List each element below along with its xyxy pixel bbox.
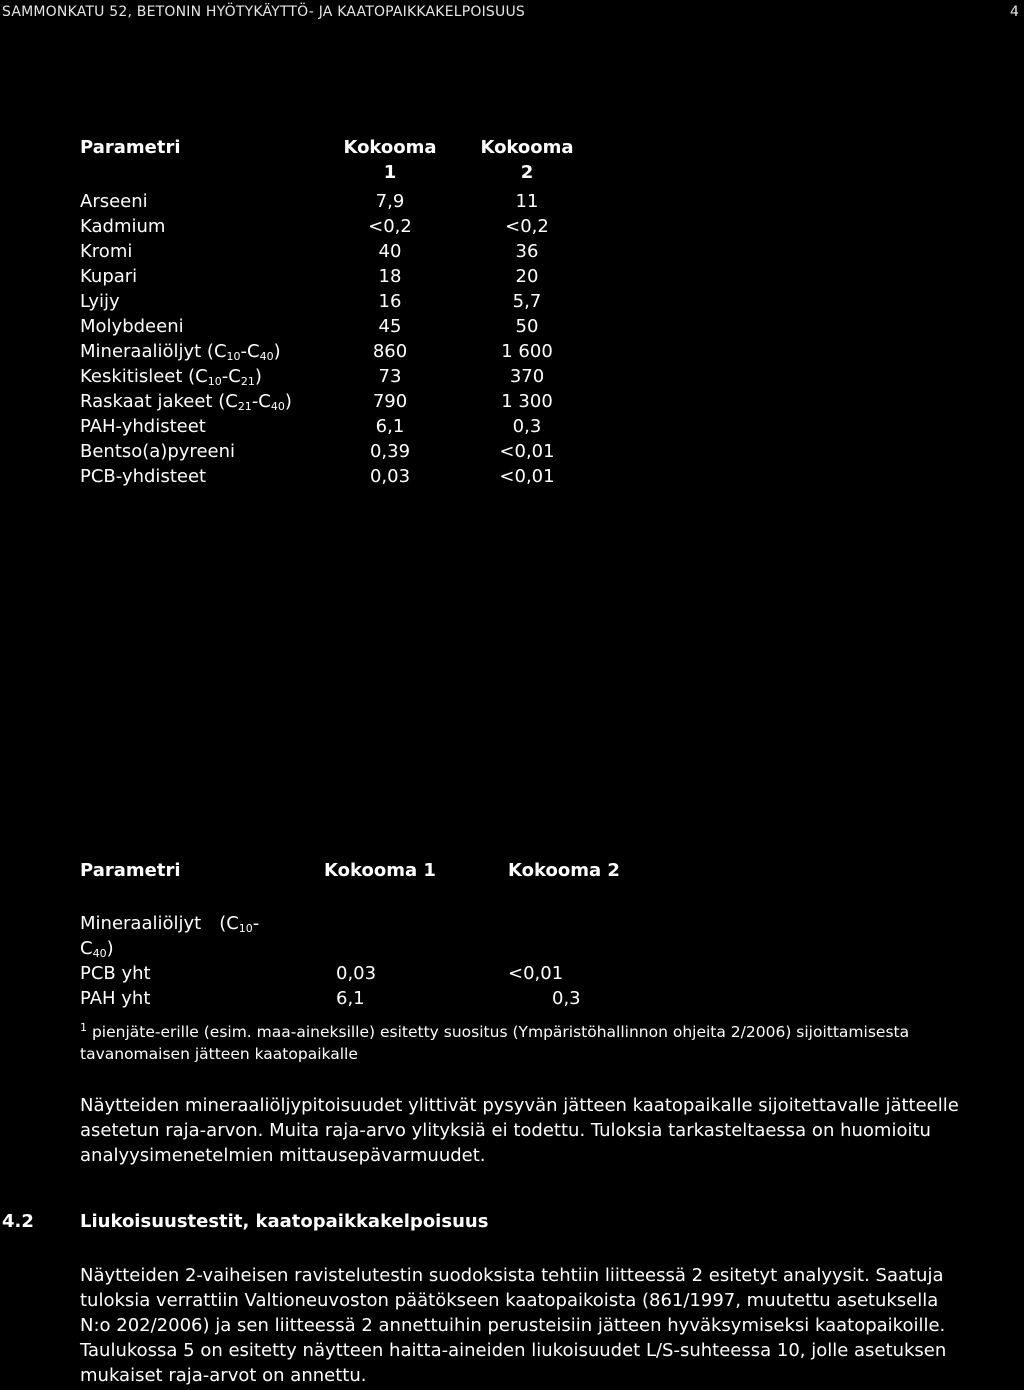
table2-row-name-cont: $C_{40}$)	[80, 938, 114, 960]
table1-row-value2: 1 600	[501, 341, 553, 362]
table2-row-name: PAH yht	[80, 988, 151, 1009]
paragraph-line: analyysimenetelmien mittausepävarmuudet.	[80, 1145, 486, 1166]
table1-row-value1: 18	[378, 266, 402, 287]
page-header-title: SAMMONKATU 52, BETONIN HYÖTYKÄYTTÖ- JA KAATOPAIKKAKELPOISUUS	[2, 4, 525, 20]
table1-row-value1: 16	[378, 291, 402, 312]
table1-header-col2-num: 2	[520, 162, 534, 183]
table2-header-col2: Kokooma 2	[508, 860, 620, 881]
table1-row-name: Kadmium	[80, 216, 166, 237]
section-title: Liukoisuustestit, kaatopaikkakelpoisuus	[80, 1211, 489, 1232]
table1-row-name: PCB-yhdisteet	[80, 466, 207, 487]
table1-row-name: PAH-yhdisteet	[80, 416, 206, 437]
table1-row-value2: 20	[515, 266, 539, 287]
table1-row-name: Mineraaliöljyt $(C_{10}-C_{40})$	[80, 341, 281, 363]
table1-row-value1: 0,39	[369, 441, 411, 462]
table2-row-value2: <0,01	[508, 963, 564, 984]
table1-row-value2: 11	[515, 191, 539, 212]
table2-row-value1: 6,1	[336, 988, 365, 1009]
table1-row-value2: <0,01	[499, 466, 555, 487]
table1-row-name: Bentso(a)pyreeni	[80, 441, 235, 462]
paragraph-line: Taulukossa 5 on esitetty näytteen haitta-aineiden liukoisuudet L/S-suhteessa 10, jolle asetuksen	[80, 1340, 947, 1361]
footnote-line2: tavanomaisen jätteen kaatopaikalle	[80, 1045, 358, 1063]
table1-header-col2: Kokooma	[480, 137, 574, 158]
table1-row-value2: 36	[515, 241, 539, 262]
table1-row-value2: 1 300	[501, 391, 553, 412]
table1-row-name: Raskaat jakeet $(C_{21}-C_{40})$	[80, 391, 292, 413]
table1-row-value2: 5,7	[512, 291, 542, 312]
paragraph-leaching	[80, 1263, 1020, 1388]
table1-row-value1: 6,1	[375, 416, 405, 437]
table1-row-name: Keskitisleet $(C_{10}-C_{21})$	[80, 366, 262, 388]
section-number: 4.2	[2, 1211, 34, 1232]
table2-row-value2: 0,3	[552, 988, 581, 1009]
table1-row-value1: 7,9	[375, 191, 405, 212]
paragraph-line: Näytteiden 2-vaiheisen ravistelutestin suodoksista tehtiin liitteessä 2 esitetyt analyysit. Saatuja	[80, 1265, 944, 1286]
table1-row-value1: 790	[372, 391, 408, 412]
table1-row-value2: <0,2	[505, 216, 549, 237]
table1-row-value1: 40	[378, 241, 402, 262]
page-number: 4	[1010, 4, 1020, 20]
table2-row-name: Mineraaliöljyt ($C_{10}-$	[80, 913, 260, 935]
table1-row-value1: 860	[372, 341, 408, 362]
paragraph-line: asetetun raja-arvon. Muita raja-arvo ylityksiä ei todettu. Tuloksia tarkasteltaessa on huomioitu	[80, 1120, 931, 1141]
table1-row-name: Lyijy	[80, 291, 120, 312]
table1-row-value1: <0,2	[368, 216, 412, 237]
table1-header-col1-num: 1	[383, 162, 397, 183]
table1-row-name: Kupari	[80, 266, 138, 287]
table2-row-name: PCB yht	[80, 963, 151, 984]
paragraph-line: N:o 202/2006) ja sen liitteessä 2 annettuihin perusteisiin jätteen hyväksymiseksi kaatopaikoille.	[80, 1315, 946, 1336]
table1-row-value2: 370	[509, 366, 545, 387]
paragraph-line: Näytteiden mineraaliöljypitoisuudet ylittivät pysyvän jätteen kaatopaikalle sijoitettavalle jätteelle	[80, 1095, 959, 1116]
table1-row-value2: 0,3	[512, 416, 542, 437]
table1-row-value1: 73	[378, 366, 402, 387]
table1-row-value1: 45	[378, 316, 402, 337]
table1-row-value1: 0,03	[369, 466, 411, 487]
table2-header-param: Parametri	[80, 860, 181, 881]
table2-header-col1: Kokooma 1	[324, 860, 436, 881]
footnote-line1: $^1$ pienjäte-erille (esim. maa-aineksille) esitetty suositus (Ympäristöhallinnon ohjeita 2/2006) sijoittamisesta	[80, 1021, 910, 1041]
paragraph-line: mukaiset raja-arvot on annettu.	[80, 1365, 367, 1386]
table1-row-name: Molybdeeni	[80, 316, 184, 337]
table2-row-value1: 0,03	[336, 963, 377, 984]
paragraph-line: tuloksia verrattiin Valtioneuvoston päätökseen kaatopaikoista (861/1997, muutettu asetuksella	[80, 1290, 939, 1311]
table1-header-col1: Kokooma	[343, 137, 437, 158]
table1-row-name: Kromi	[80, 241, 133, 262]
table1-row-name: Arseeni	[80, 191, 148, 212]
table1-row-value2: 50	[515, 316, 539, 337]
table1-row-value2: <0,01	[499, 441, 555, 462]
paragraph-findings	[80, 1093, 1020, 1168]
table1-header-param: Parametri	[80, 137, 181, 158]
